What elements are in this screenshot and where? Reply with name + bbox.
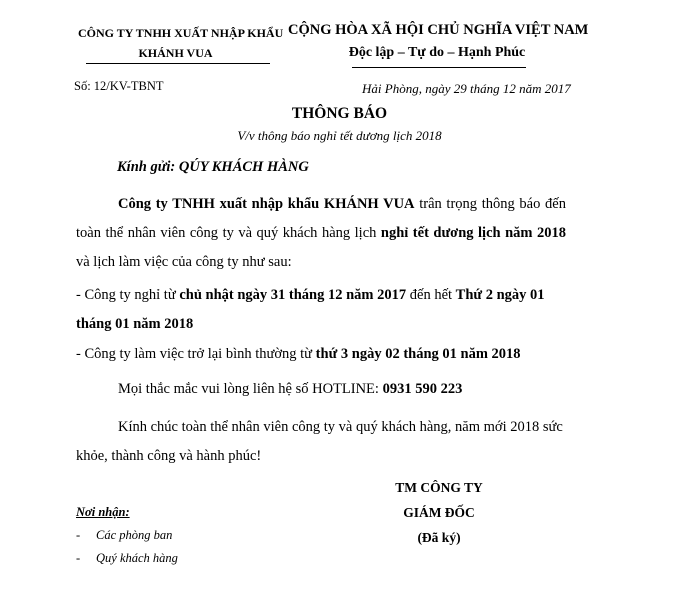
bullet: - <box>76 528 81 542</box>
national-motto: Độc lập – Tự do – Hạnh Phúc <box>348 45 526 60</box>
national-title: CỘNG HÒA XÃ HỘI CHỦ NGHĨA VIỆT NAM <box>288 22 589 38</box>
document-subject: V/v thông báo nghỉ tết dương lịch 2018 <box>237 128 442 143</box>
recipient-item: - Các phòng ban <box>76 528 173 542</box>
company-name-line1: CÔNG TY TNHH XUẤT NHẬP KHẨU <box>78 26 284 40</box>
company-name-line2: KHÁNH VUA <box>138 46 213 60</box>
company-mention: Công ty TNHH xuất nhập khẩu KHÁNH VUA <box>118 196 415 212</box>
recipients-label: Nơi nhận: <box>76 505 130 519</box>
signature-note: (Đã ký) <box>417 530 461 545</box>
recipient-item: - Quý khách hàng <box>76 551 178 565</box>
signature-position: GIÁM ĐỐC <box>403 505 475 520</box>
document-title: THÔNG BÁO <box>291 105 388 122</box>
hotline-number: 0931 590 223 <box>382 381 463 397</box>
closure-end-date: Thứ 2 ngày 01 tháng 01 năm 2018 <box>76 287 545 332</box>
document-number: Số: 12/KV-TBNT <box>74 79 164 93</box>
holiday-mention: nghỉ tết dương lịch năm 2018 <box>380 225 566 241</box>
body-paragraph-hotline: Mọi thắc mắc vui lòng liên hệ số HOTLINE: 0931 590 223 <box>118 381 463 397</box>
body-paragraph-resume: - Công ty làm việc trở lại bình thường từ thứ 3 ngày 02 tháng 01 năm 2018 <box>76 346 521 362</box>
body-paragraph-wishes: Kính chúc toàn thể nhân viên công ty và quý khách hàng, năm mới 2018 sức khỏe, thành công và hành phúc! <box>76 419 563 464</box>
company-name <box>78 23 284 63</box>
place-date: Hải Phòng, ngày 29 tháng 12 năm 2017 <box>362 81 571 96</box>
greeting: Kính gửi: QÚY KHÁCH HÀNG <box>117 159 309 175</box>
closure-start-date: chủ nhật ngày 31 tháng 12 năm 2017 <box>179 287 407 303</box>
body-paragraph-closure: - Công ty nghỉ từ chủ nhật ngày 31 tháng 12 năm 2017 đến hết Thứ 2 ngày 01 tháng 01 năm 2018 <box>76 287 545 332</box>
motto-divider <box>352 67 526 68</box>
bullet: - <box>76 551 81 565</box>
signature-org: TM CÔNG TY <box>395 480 483 495</box>
body-paragraph-intro: Công ty TNHH xuất nhập khẩu KHÁNH VUA trân trọng thông báo đến toàn thể nhân viên công ty và quý khách hàng lịch nghỉ tết dương lịch năm 2018 và lịch làm việc của công ty như sau: <box>76 196 566 270</box>
company-divider <box>86 63 270 64</box>
resume-date: thứ 3 ngày 02 tháng 01 năm 2018 <box>315 346 521 362</box>
